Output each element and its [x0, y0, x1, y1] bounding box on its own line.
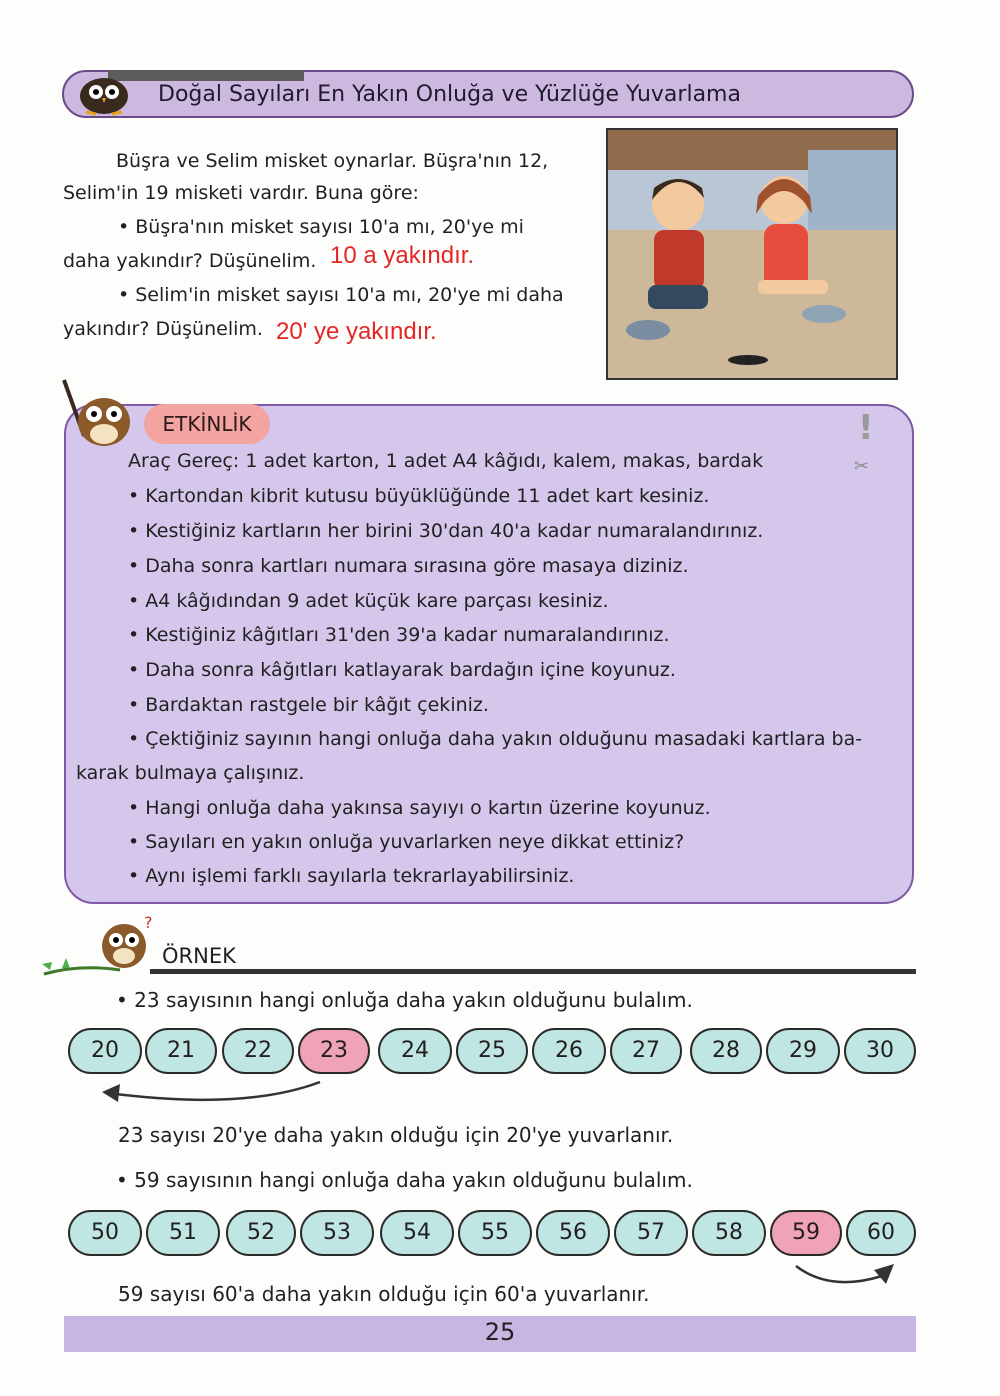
example-1-conclusion: 23 sayısı 20'ye daha yakın olduğu için 20'ye yuvarlanır.	[118, 1123, 674, 1147]
activity-step: • Kestiğiniz kâğıtları 31'den 39'a kadar numaralandırınız.	[128, 624, 670, 646]
activity-step: • Çektiğiniz sayının hangi onluğa daha yakın olduğunu masadaki kartlara ba-	[128, 728, 863, 750]
teacher-owl-icon	[60, 376, 140, 452]
example-label: ÖRNEK	[162, 944, 236, 968]
question-2-cont: yakındır? Düşünelim.	[63, 318, 263, 340]
activity-step: • Kestiğiniz kartların her birini 30'dan 40'a kadar numaralandırınız.	[128, 520, 764, 542]
curved-arrow-right-icon	[790, 1258, 900, 1294]
number-oval-53: 53	[300, 1210, 374, 1256]
number-oval-52: 52	[226, 1210, 296, 1256]
number-oval-59: 59	[770, 1210, 842, 1256]
curved-arrow-left-icon	[96, 1076, 336, 1110]
number-oval-50: 50	[68, 1210, 142, 1256]
activity-step: • Bardaktan rastgele bir kâğıt çekiniz.	[128, 694, 489, 716]
example-1-question: • 23 sayısının hangi onluğa daha yakın olduğunu bulalım.	[116, 988, 693, 1012]
number-oval-23: 23	[298, 1028, 370, 1074]
question-1: • Büşra'nın misket sayısı 10'a mı, 20'ye mi	[118, 216, 524, 238]
number-oval-27: 27	[610, 1028, 682, 1074]
number-oval-26: 26	[532, 1028, 606, 1074]
number-oval-24: 24	[378, 1028, 452, 1074]
number-oval-30: 30	[844, 1028, 916, 1074]
number-oval-55: 55	[458, 1210, 532, 1256]
activity-step: • Kartondan kibrit kutusu büyüklüğünde 11 adet kart kesiniz.	[128, 485, 710, 507]
activity-step: • A4 kâğıdından 9 adet küçük kare parçası kesiniz.	[128, 590, 609, 612]
materials-value: 1 adet karton, 1 adet A4 kâğıdı, kalem, makas, bardak	[245, 450, 764, 472]
example-2-conclusion: 59 sayısı 60'a daha yakın olduğu için 60'a yuvarlanır.	[118, 1282, 650, 1306]
activity-label: ETKİNLİK	[144, 404, 270, 444]
page-number: 25	[484, 1318, 516, 1346]
intro-line: Selim'in 19 misketi vardır. Buna göre:	[63, 182, 419, 204]
page-title: Doğal Sayıları En Yakın Onluğa ve Yüzlüğe Yuvarlama	[158, 82, 741, 107]
number-oval-28: 28	[690, 1028, 762, 1074]
number-oval-60: 60	[846, 1210, 916, 1256]
intro-line: Büşra ve Selim misket oynarlar. Büşra'nın 12,	[116, 150, 549, 172]
handwritten-answer-1: 10 a yakındır.	[330, 242, 475, 269]
materials-label: Araç Gereç:	[128, 450, 240, 472]
number-oval-20: 20	[68, 1028, 142, 1074]
svg-text:?: ?	[144, 914, 153, 932]
number-oval-51: 51	[146, 1210, 220, 1256]
example-2-question: • 59 sayısının hangi onluğa daha yakın olduğunu bulalım.	[116, 1168, 693, 1192]
kids-marbles-illustration	[606, 128, 898, 380]
activity-step-cont: karak bulmaya çalışınız.	[76, 762, 305, 784]
number-oval-58: 58	[692, 1210, 766, 1256]
question-1-cont: daha yakındır? Düşünelim.	[63, 250, 317, 272]
activity-step: • Hangi onluğa daha yakınsa sayıyı o kartın üzerine koyunuz.	[128, 797, 711, 819]
materials-line	[128, 450, 763, 472]
scissors-icon: ✂	[854, 456, 870, 477]
owl-icon	[66, 66, 138, 122]
activity-box	[64, 404, 914, 904]
number-oval-29: 29	[766, 1028, 840, 1074]
activity-step: • Sayıları en yakın onluğa yuvarlarken neye dikkat ettiniz?	[128, 831, 685, 853]
exclamation-icon: !	[858, 408, 874, 448]
number-oval-22: 22	[222, 1028, 294, 1074]
activity-step: • Daha sonra kartları numara sırasına göre masaya diziniz.	[128, 555, 689, 577]
example-divider	[150, 969, 916, 974]
question-2: • Selim'in misket sayısı 10'a mı, 20'ye mi daha	[118, 284, 564, 306]
handwritten-answer-2: 20' ye yakındır.	[276, 318, 437, 345]
number-oval-54: 54	[380, 1210, 454, 1256]
number-oval-25: 25	[456, 1028, 528, 1074]
number-oval-56: 56	[536, 1210, 610, 1256]
activity-step: • Aynı işlemi farklı sayılarla tekrarlayabilirsiniz.	[128, 865, 575, 887]
activity-step: • Daha sonra kâğıtları katlayarak bardağın içine koyunuz.	[128, 659, 676, 681]
owl-branch-icon	[40, 914, 162, 984]
number-oval-21: 21	[145, 1028, 217, 1074]
number-oval-57: 57	[614, 1210, 688, 1256]
